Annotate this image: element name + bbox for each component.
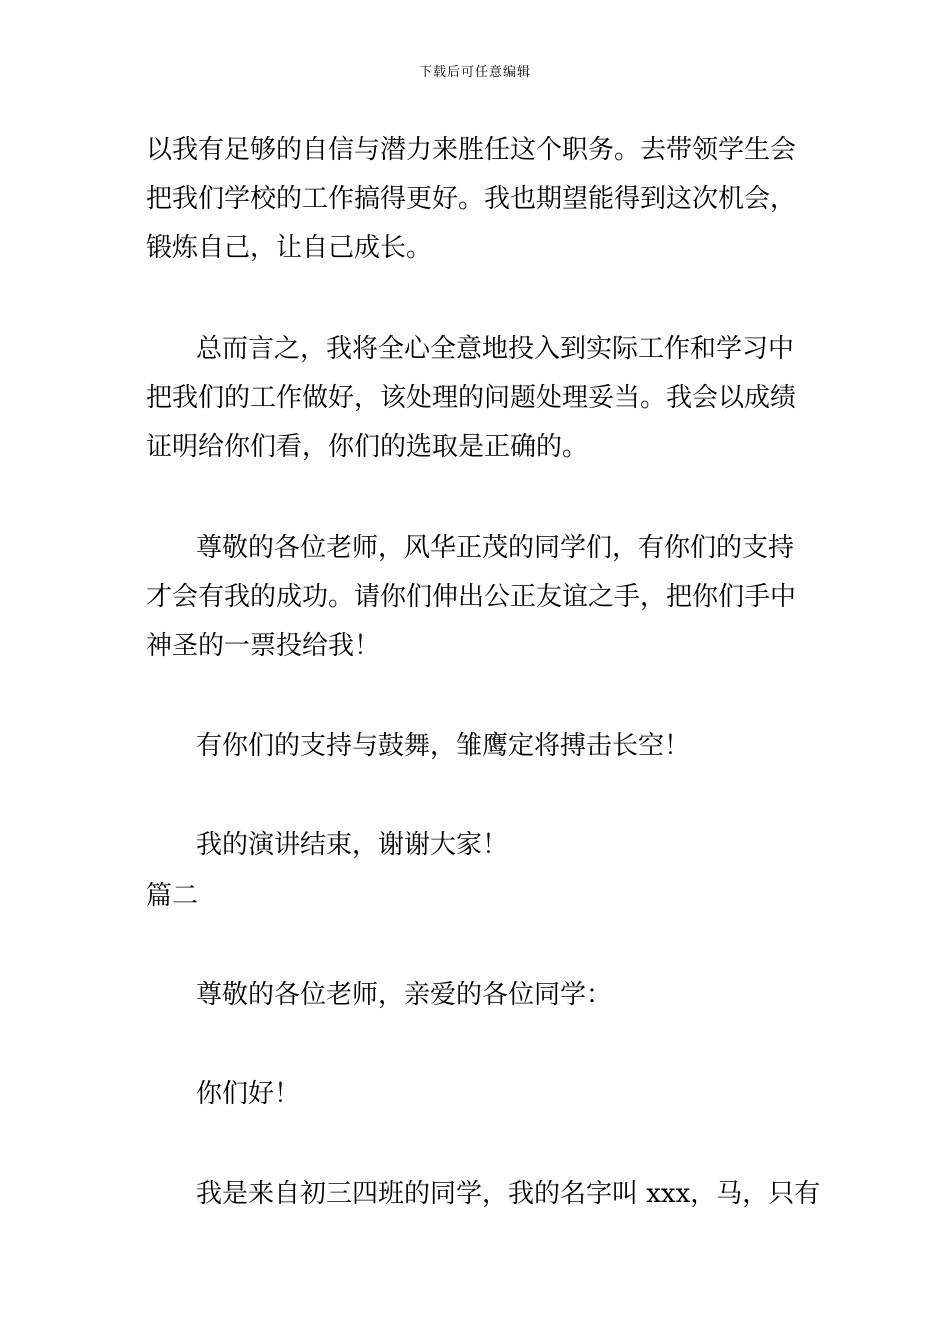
paragraph-line: 我的演讲结束，谢谢大家！ <box>196 830 509 860</box>
section-heading: 篇二 <box>146 881 199 911</box>
paragraph-line: 锻炼自己，让自己成长。 <box>146 233 433 263</box>
paragraph-line: 神圣的一票投给我！ <box>146 631 381 661</box>
paragraph-line: 把我们学校的工作搞得更好。我也期望能得到这次机会， <box>146 184 797 214</box>
paragraph-line: 我是来自初三四班的同学，我的名字叫 xxx，马，只有 <box>196 1179 821 1209</box>
salutation: 尊敬的各位老师，亲爱的各位同学： <box>196 980 613 1010</box>
paragraph-line: 才会有我的成功。请你们伸出公正友谊之手，把你们手中 <box>146 582 797 612</box>
paragraph-line: 有你们的支持与鼓舞，雏鹰定将搏击长空！ <box>196 731 691 761</box>
paragraph-line: 尊敬的各位老师，风华正茂的同学们，有你们的支持 <box>196 533 795 563</box>
paragraph-line: 证明给你们看，你们的选取是正确的。 <box>146 432 589 462</box>
page-header: 下载后可任意编辑 <box>418 65 531 80</box>
paragraph-line: 以我有足够的自信与潜力来胜任这个职务。去带领学生会 <box>146 135 797 165</box>
paragraph-line: 总而言之，我将全心全意地投入到实际工作和学习中 <box>196 334 795 364</box>
paragraph-line: 把我们的工作做好，该处理的问题处理妥当。我会以成绩 <box>146 383 797 413</box>
greeting: 你们好！ <box>196 1079 301 1109</box>
